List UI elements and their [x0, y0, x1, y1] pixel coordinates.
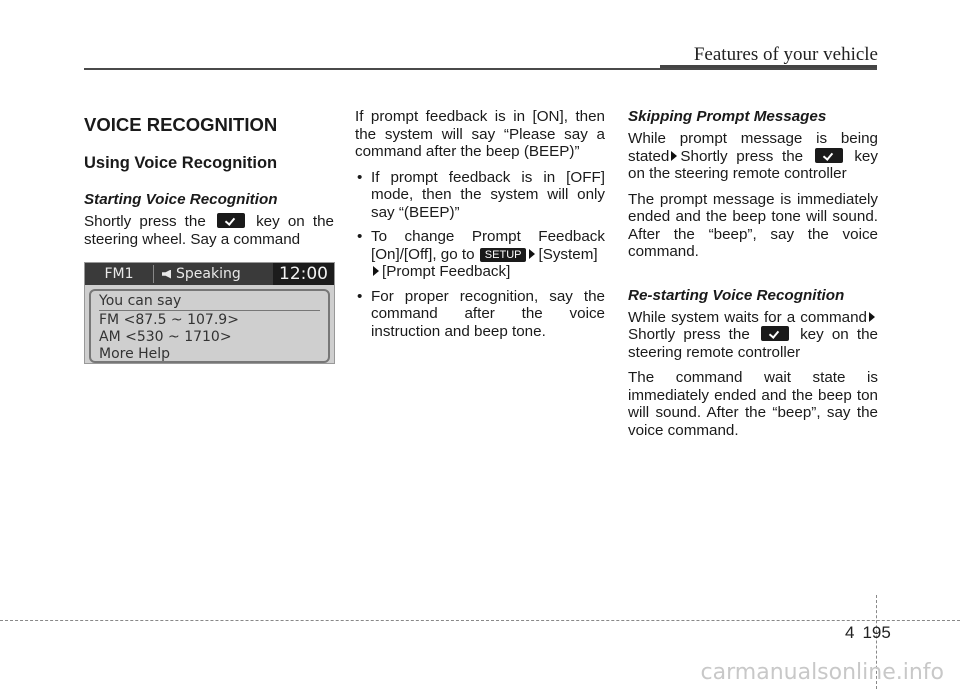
column-3: [628, 108, 878, 447]
bullet-item: • If prompt feedback is in [OFF] mode, then the system will only say “(BEEP)”: [355, 169, 605, 222]
arrow-right-icon: [529, 249, 535, 259]
starting-title: Starting Voice Recognition: [84, 191, 278, 208]
skipping-paragraph-2: The prompt message is immediately ended and the beep tone will sound. After the “beep”, say the voice command.: [628, 190, 878, 260]
bullet-item: • For proper recognition, say the command after the voice instruction and beep tone.: [355, 288, 605, 341]
screen-line: You can say: [99, 293, 320, 311]
column-2: [355, 108, 605, 347]
starting-paragraph: Shortly press the key on the steering wheel. Say a command: [84, 213, 334, 248]
arrow-right-icon: [671, 151, 677, 161]
header-rule: [84, 68, 877, 70]
screen-panel: [89, 289, 330, 363]
restarting-paragraph: While system waits for a command Shortly press the key on the steering remote controller: [628, 308, 878, 361]
column-1: [84, 108, 334, 256]
speaker-icon: [162, 270, 171, 279]
subsection-heading: Using Voice Recognition: [84, 154, 278, 172]
setup-key: SETUP: [480, 248, 527, 262]
section-number: 4: [845, 623, 855, 642]
screen-status-text: Speaking: [176, 266, 241, 282]
screen-status-bar: [85, 263, 334, 285]
arrow-right-icon: [869, 312, 875, 322]
running-header: Features of your vehicle: [693, 44, 878, 65]
watermark: carmanualsonline.info: [700, 660, 944, 685]
screen-band: FM1: [104, 266, 134, 282]
section-heading: VOICE RECOGNITION: [84, 114, 278, 135]
display-screen: [84, 262, 335, 364]
restarting-paragraph-2: The command wait state is immediately ended and the beep ton will sound. After the “beep”, say the voice command.: [628, 369, 878, 439]
page-number-value: 195: [862, 623, 891, 642]
voice-key-icon: [815, 148, 843, 163]
screen-speaking: [154, 266, 273, 282]
screen-line: FM <87.5 ~ 107.9>: [99, 312, 239, 328]
screen-clock: 12:00: [273, 263, 334, 285]
voice-key-icon: [761, 326, 789, 341]
bullet-item: • To change Prompt Feedback [On]/[Off], go to SETUP [System] [Prompt Feedback]: [355, 228, 605, 281]
page-number: [845, 623, 891, 643]
skipping-paragraph: While prompt message is being stated Shortly press the key on the steering remote controller: [628, 130, 878, 182]
screen-line: AM <530 ~ 1710>: [99, 329, 232, 345]
skipping-title: Skipping Prompt Messages: [628, 108, 827, 125]
arrow-right-icon: [373, 266, 379, 276]
restarting-title: Re-starting Voice Recognition: [628, 286, 845, 304]
screen-line: More Help: [99, 346, 171, 362]
bullet-list: [355, 169, 605, 341]
prompt-feedback-intro: If prompt feedback is in [ON], then the system will say “Please say a command after the beep (BEEP)”: [355, 108, 605, 160]
voice-key-icon: [217, 213, 245, 228]
footer-rule: [0, 620, 960, 621]
